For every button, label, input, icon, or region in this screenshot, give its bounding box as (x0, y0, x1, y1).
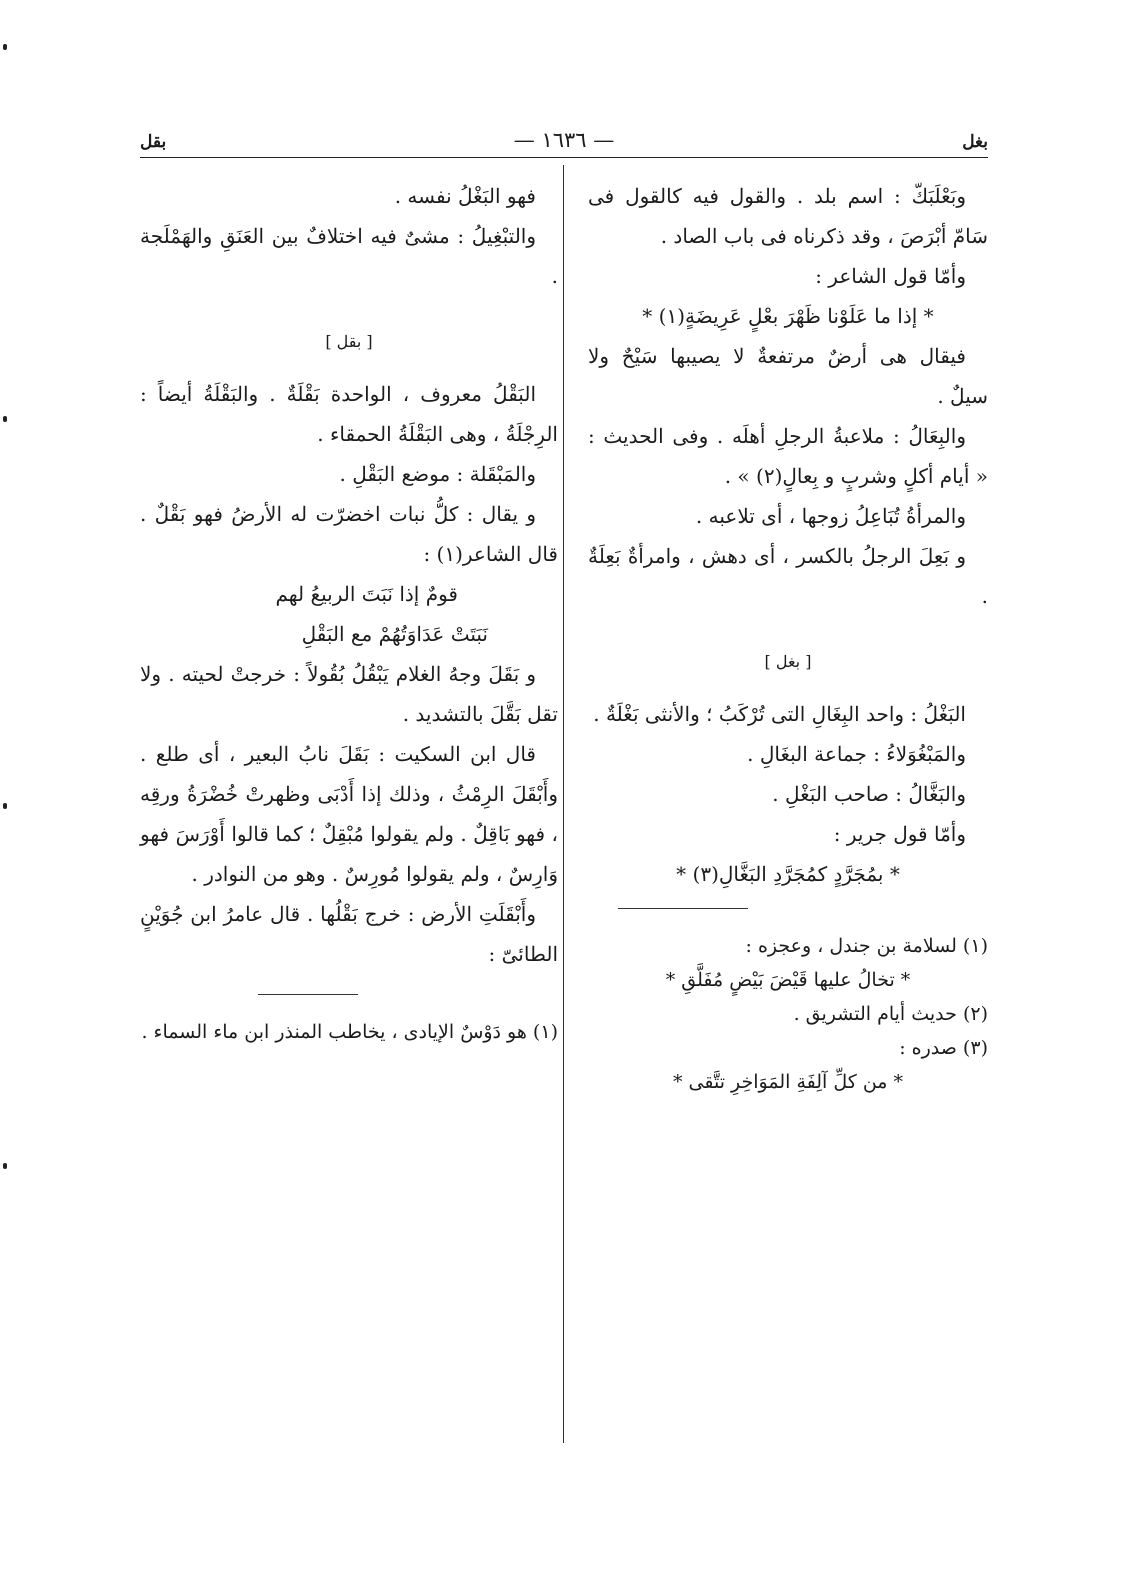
entry-paragraph: والتبْغِيلُ : مشىٌ فيه اختلافٌ بين العَنَقِ والهَمْلَجة . (140, 224, 558, 288)
entry-paragraph: والمَبْقَلة : موضع البَقْلِ . (339, 462, 536, 486)
poem-line: قومٌ إذا نَبَتَ الربيعُ لهم (275, 582, 458, 606)
edge-mark (3, 803, 7, 809)
right-column (588, 176, 988, 1099)
edge-mark (3, 44, 7, 50)
column-divider (563, 165, 564, 1443)
edge-mark (3, 416, 7, 422)
footnote: (٢) حديث أيام التشريق . (793, 1003, 988, 1025)
entry-paragraph: و بَقَلَ وجهُ الغلام يَبْقُلُ بُقُولاً : خرجتْ لحيته . ولا تقل بَقَّلَ بالتشديد . (140, 662, 558, 726)
entry-paragraph: وأَبْقَلَتِ الأرض : خرج بَقْلُها . قال عامرُ ابن جُوَيْنٍ الطائىّ : (140, 902, 558, 966)
entry-paragraph: و يقال : كلُّ نبات اخضرّت له الأرضُ فهو بَقْلٌ . قال الشاعر(١) : (140, 502, 558, 566)
page-number: — ١٦٣٦ — (513, 128, 615, 152)
header-keyword-left: بقل (140, 132, 167, 152)
footnote-rule (618, 908, 748, 909)
footnote-rule (258, 994, 358, 995)
entry-paragraph: وأمّا قول الشاعر : (815, 264, 966, 288)
footnote-verse: * تخالُ عليها قَيْضَ بَيْضٍ مُفَلَّقِ * (665, 969, 911, 991)
entry-paragraph: والمَبْغُوَلاءُ : جماعة البغَالِ . (747, 742, 966, 766)
entry-paragraph: و بَعِلَ الرجلُ بالكسر ، أى دهش ، وامرأةٌ بَعِلَةٌ . (588, 544, 988, 608)
entry-paragraph: وبَعْلَبَكّ : اسم بلد . والقول فيه كالقول فى سَامّ أبْرَصَ ، وقد ذكرناه فى باب الصاد . (588, 184, 988, 248)
section-title: [ بقل ] (325, 332, 373, 351)
footnote: (٣) صدره : (899, 1037, 988, 1059)
entry-paragraph: البَغْلُ : واحد البِغَالِ التى تُرْكَبُ ؛ والأنثى بَغْلَةٌ . (593, 702, 966, 726)
entry-paragraph: فيقال هى أرضٌ مرتفعةٌ لا يصيبها سَيْحٌ ولا سيلٌ . (588, 344, 988, 408)
edge-mark (3, 1163, 7, 1169)
entry-paragraph: والبَغَّالُ : صاحب البَغْلِ . (772, 782, 966, 806)
entry-paragraph: والبِعَالُ : ملاعبةُ الرجلِ أهلَه . وفى الحديث : « أيام أكلٍ وشربٍ و بِعالٍ(٢) » . (588, 424, 988, 488)
footnote: (١) هو دَوْسٌ الإيادى ، يخاطب المنذر ابن ماء السماء . (141, 1021, 558, 1043)
left-column (140, 176, 558, 1049)
header-keyword-right: بغل (962, 132, 988, 152)
entry-paragraph: فهو البَغْلُ نفسه . (394, 184, 536, 208)
entry-paragraph: قال ابن السكيت : بَقَلَ نابُ البعير ، أى طلع . وأَبْقَلَ الرِمْثُ ، وذلك إذا أَدْبَى وظهرتْ خُضْرَةُ ورقِه ، فهو بَاقِلٌ . ولم يقولوا مُبْقِلٌ ؛ كما قالوا أَوْرَسَ فهو وَارِسٌ ، ولم يقولوا مُورِسٌ . وهو من النوادر . (140, 742, 558, 886)
section-title: [ بغل ] (764, 652, 812, 671)
entry-paragraph: البَقْلُ معروف ، الواحدة بَقْلَةٌ . والبَقْلَةُ أيضاً : الرِجْلَةُ ، وهى البَقْلَةُ الحمقاء . (140, 382, 558, 446)
entry-paragraph: والمرأةُ تُبَاعِلُ زوجها ، أى تلاعبه . (695, 504, 966, 528)
footnote-verse: * من كلِّ آلِفَةِ المَوَاخِرِ تتَّقى * (672, 1071, 904, 1093)
entry-paragraph: وأمّا قول جرير : (833, 822, 966, 846)
page-header (140, 128, 988, 156)
header-rule (140, 157, 988, 158)
poem-line: نَبَتَتْ عَدَاوَتُهُمْ مع البَقْلِ (301, 622, 488, 646)
verse-line: * بمُجَرَّدٍ كمُجَرَّدِ البَغَّالِ(٣) * (676, 862, 900, 886)
verse-line: * إذا ما عَلَوْنا ظَهْرَ بعْلٍ عَرِيضَةٍ(١) * (642, 304, 934, 328)
footnote: (١) لسلامة بن جندل ، وعجزه : (745, 935, 988, 957)
